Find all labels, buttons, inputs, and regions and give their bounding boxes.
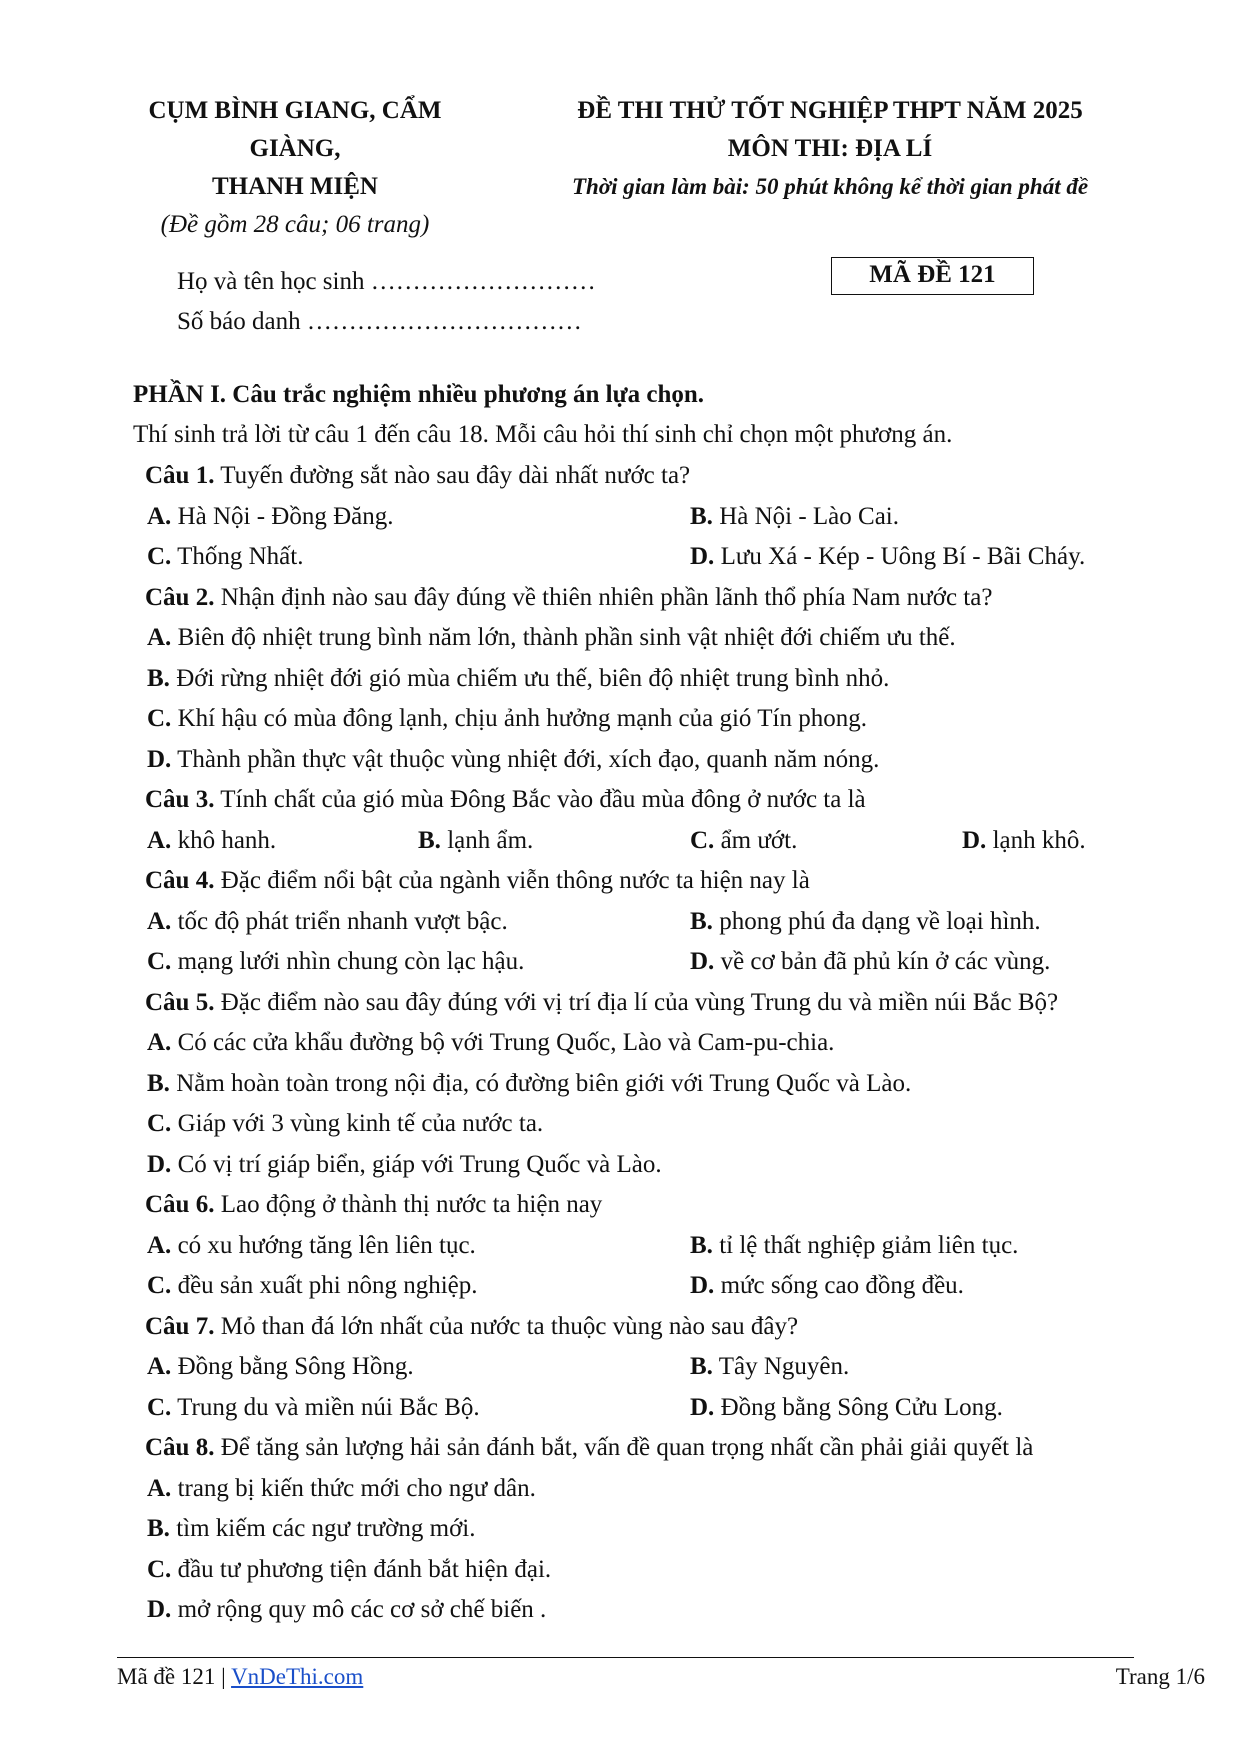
option-text: mức sống cao đồng đều. (714, 1272, 964, 1299)
option-text: đầu tư phương tiện đánh bắt hiện đại. (171, 1555, 552, 1583)
question-number: Câu 4. (145, 867, 215, 894)
option-text: tốc độ phát triển nhanh vượt bậc. (171, 907, 508, 935)
option-letter: D. (690, 948, 715, 975)
question-stem (145, 861, 1241, 902)
option-row (0, 740, 1241, 781)
answer-option[interactable] (962, 821, 1086, 862)
answer-option[interactable] (147, 1469, 536, 1510)
answer-option[interactable] (147, 659, 889, 700)
page-count-note: (Đề gồm 28 câu; 06 trang) (160, 211, 430, 238)
question-number: Câu 3. (145, 786, 215, 813)
option-text: có xu hướng tăng lên liên tục. (171, 1231, 476, 1259)
question (0, 1307, 1241, 1429)
option-letter: B. (690, 907, 713, 935)
question-number: Câu 5. (145, 988, 215, 1016)
question-number: Câu 6. (145, 1191, 215, 1218)
question-stem (145, 780, 1241, 821)
option-letter: D. (690, 543, 715, 570)
question-stem (145, 456, 1241, 497)
question-number: Câu 2. (145, 583, 215, 611)
option-letter: D. (690, 1272, 715, 1299)
answer-option[interactable] (147, 942, 524, 983)
option-row (0, 902, 1241, 943)
answer-option[interactable] (147, 1145, 662, 1186)
question-list (0, 456, 1241, 1631)
part-instruction: Thí sinh trả lời từ câu 1 đến câu 18. Mỗi câu hỏi thí sinh chỉ chọn một phương án. (133, 421, 953, 448)
option-text: Có vị trí giáp biển, giáp với Trung Quốc và Lào. (171, 1150, 662, 1178)
answer-option[interactable] (690, 537, 1085, 578)
option-text: lạnh ẩm. (440, 826, 534, 854)
answer-option[interactable] (690, 497, 899, 538)
option-text: khô hanh. (171, 826, 277, 854)
answer-option[interactable] (147, 1388, 480, 1429)
header-exam (520, 92, 1140, 206)
option-letter: B. (147, 1069, 170, 1097)
answer-option[interactable] (690, 1266, 964, 1307)
option-text: Khí hậu có mùa đông lạnh, chịu ảnh hưởng mạnh của gió Tín phong. (171, 705, 867, 732)
option-letter: D. (147, 745, 172, 773)
page-number: Trang 1/6 (1115, 1664, 1205, 1689)
option-row (0, 1469, 1241, 1510)
option-letter: B. (690, 502, 713, 530)
option-text: Giáp với 3 vùng kinh tế của nước ta. (171, 1110, 544, 1137)
option-letter: A. (147, 1353, 172, 1380)
question-text: Để tăng sản lượng hải sản đánh bắt, vấn đề quan trọng nhất cần phải giải quyết là (214, 1434, 1034, 1461)
option-letter: C. (147, 1272, 172, 1299)
option-text: Tây Nguyên. (712, 1353, 850, 1380)
question-stem (145, 578, 1241, 619)
header-school (100, 92, 490, 244)
answer-option[interactable] (418, 821, 533, 862)
school-line-1: CỤM BÌNH GIANG, CẨM GIÀNG, (148, 97, 442, 162)
option-text: phong phú đa dạng về loại hình. (712, 907, 1041, 935)
option-letter: B. (690, 1353, 713, 1380)
option-text: Hà Nội - Đồng Đăng. (171, 502, 394, 530)
option-letter: D. (690, 1393, 715, 1421)
answer-option[interactable] (147, 699, 867, 740)
option-letter: A. (147, 1231, 172, 1259)
option-letter: D. (147, 1150, 172, 1178)
option-row (0, 1550, 1241, 1591)
option-letter: C. (147, 543, 172, 570)
option-text: Đồng bằng Sông Hồng. (171, 1353, 414, 1380)
question-text: Tuyến đường sắt nào sau đây dài nhất nước ta? (214, 462, 691, 489)
answer-option[interactable] (147, 1590, 546, 1631)
answer-option[interactable] (690, 821, 797, 862)
footer-code-text: Mã đề 121 | (117, 1664, 232, 1689)
answer-option[interactable] (147, 1226, 476, 1267)
option-row (0, 1590, 1241, 1631)
option-text: Lưu Xá - Kép - Uông Bí - Bãi Cháy. (714, 543, 1086, 570)
question (0, 456, 1241, 578)
answer-option[interactable] (690, 902, 1041, 943)
option-letter: B. (147, 1515, 170, 1542)
option-text: tỉ lệ thất nghiệp giảm liên tục. (712, 1231, 1019, 1259)
option-row (0, 1388, 1241, 1429)
question (0, 1185, 1241, 1307)
answer-option[interactable] (147, 1347, 414, 1388)
question-number: Câu 1. (145, 462, 215, 489)
answer-option[interactable] (147, 1550, 551, 1591)
option-text: Biên độ nhiệt trung bình năm lớn, thành phần sinh vật nhiệt đới chiếm ưu thế. (171, 624, 956, 651)
footer-code (117, 1664, 363, 1690)
option-letter: A. (147, 1474, 172, 1502)
school-line-2: THANH MIỆN (212, 173, 378, 200)
option-row (0, 618, 1241, 659)
question-stem (145, 983, 1241, 1024)
option-letter: D. (962, 826, 987, 854)
answer-option[interactable] (147, 1064, 911, 1105)
footer-link[interactable]: VnDeThi.com (231, 1664, 364, 1689)
answer-option[interactable] (690, 942, 1050, 983)
option-text: Trung du và miền núi Bắc Bộ. (171, 1393, 480, 1421)
option-row (0, 821, 1241, 862)
question-stem (145, 1185, 1241, 1226)
option-letter: B. (147, 664, 170, 692)
question (0, 1428, 1241, 1631)
answer-option[interactable] (147, 497, 394, 538)
option-letter: C. (147, 705, 172, 732)
option-letter: C. (147, 948, 172, 975)
option-text: ẩm ướt. (714, 826, 798, 854)
option-text: Có các cửa khẩu đường bộ với Trung Quốc, Lào và Cam-pu-chia. (171, 1029, 835, 1056)
answer-option[interactable] (147, 821, 276, 862)
footer-divider (117, 1657, 1134, 1658)
option-row (0, 1509, 1241, 1550)
question-number: Câu 8. (145, 1434, 215, 1461)
option-row (0, 1064, 1241, 1105)
option-row (0, 537, 1241, 578)
exam-subject: MÔN THI: ĐỊA LÍ (727, 135, 933, 162)
option-letter: C. (147, 1393, 172, 1421)
question-stem (145, 1428, 1241, 1469)
option-row (0, 659, 1241, 700)
option-text: Thống Nhất. (171, 543, 304, 570)
answer-option[interactable] (690, 1388, 1003, 1429)
option-letter: C. (147, 1110, 172, 1137)
option-letter: A. (147, 907, 172, 935)
option-row (0, 1023, 1241, 1064)
answer-option[interactable] (147, 1023, 834, 1064)
question-text: Mỏ than đá lớn nhất của nước ta thuộc vùng nào sau đây? (214, 1312, 799, 1340)
option-text: mở rộng quy mô các cơ sở chế biến . (171, 1596, 547, 1623)
answer-option[interactable] (147, 740, 879, 781)
answer-option[interactable] (147, 1104, 543, 1145)
question (0, 983, 1241, 1186)
option-letter: B. (418, 826, 441, 854)
option-text: Đồng bằng Sông Cửu Long. (714, 1393, 1003, 1421)
question-stem (145, 1307, 1241, 1348)
answer-option[interactable] (147, 1266, 478, 1307)
exam-duration: Thời gian làm bài: 50 phút không kể thời gian phát đề (571, 174, 1089, 199)
question-number: Câu 7. (145, 1312, 215, 1340)
option-text: mạng lưới nhìn chung còn lạc hậu. (171, 948, 525, 975)
option-letter: A. (147, 826, 172, 854)
option-row (0, 699, 1241, 740)
answer-option[interactable] (147, 902, 508, 943)
question-text: Lao động ở thành thị nước ta hiện nay (214, 1191, 603, 1218)
option-row (0, 1226, 1241, 1267)
option-letter: A. (147, 624, 172, 651)
answer-option[interactable] (147, 618, 956, 659)
question (0, 578, 1241, 781)
option-row (0, 1145, 1241, 1186)
exam-code-box: MÃ ĐỀ 121 (831, 257, 1034, 295)
option-letter: C. (147, 1555, 172, 1583)
option-letter: D. (147, 1596, 172, 1623)
option-text: trang bị kiến thức mới cho ngư dân. (171, 1474, 536, 1502)
student-name-line: Họ và tên học sinh ……………………… (177, 268, 596, 295)
question (0, 861, 1241, 983)
option-letter: B. (690, 1231, 713, 1259)
option-row (0, 1104, 1241, 1145)
option-letter: A. (147, 502, 172, 530)
option-text: Đới rừng nhiệt đới gió mùa chiếm ưu thế, biên độ nhiệt trung bình nhỏ. (169, 664, 890, 692)
option-text: Thành phần thực vật thuộc vùng nhiệt đới, xích đạo, quanh năm nóng. (171, 745, 880, 773)
option-letter: A. (147, 1029, 172, 1056)
option-text: Nằm hoàn toàn trong nội địa, có đường biên giới với Trung Quốc và Lào. (169, 1069, 912, 1097)
answer-option[interactable] (147, 1509, 476, 1550)
question (0, 780, 1241, 861)
option-text: đều sản xuất phi nông nghiệp. (171, 1272, 478, 1299)
answer-option[interactable] (690, 1226, 1018, 1267)
question-text: Đặc điểm nổi bật của ngành viễn thông nước ta hiện nay là (214, 867, 810, 894)
exam-title: ĐỀ THI THỬ TỐT NGHIỆP THPT NĂM 2025 (577, 97, 1083, 124)
answer-option[interactable] (690, 1347, 849, 1388)
option-text: lạnh khô. (986, 826, 1086, 854)
option-text: tìm kiếm các ngư trường mới. (169, 1515, 476, 1542)
option-row (0, 1266, 1241, 1307)
option-text: Hà Nội - Lào Cai. (712, 502, 899, 530)
option-row (0, 497, 1241, 538)
option-text: về cơ bản đã phủ kín ở các vùng. (714, 948, 1051, 975)
option-row (0, 1347, 1241, 1388)
question-text: Nhận định nào sau đây đúng về thiên nhiên phần lãnh thổ phía Nam nước ta? (214, 583, 993, 611)
option-row (0, 942, 1241, 983)
option-letter: C. (690, 826, 715, 854)
question-text: Tính chất của gió mùa Đông Bắc vào đầu mùa đông ở nước ta là (214, 786, 866, 813)
student-info (177, 262, 596, 342)
question-text: Đặc điểm nào sau đây đúng với vị trí địa lí của vùng Trung du và miền núi Bắc Bộ? (214, 988, 1059, 1016)
student-id-line: Số báo danh …………………………… (177, 308, 582, 335)
answer-option[interactable] (147, 537, 303, 578)
part-title: PHẦN I. Câu trắc nghiệm nhiều phương án lựa chọn. (133, 381, 705, 408)
